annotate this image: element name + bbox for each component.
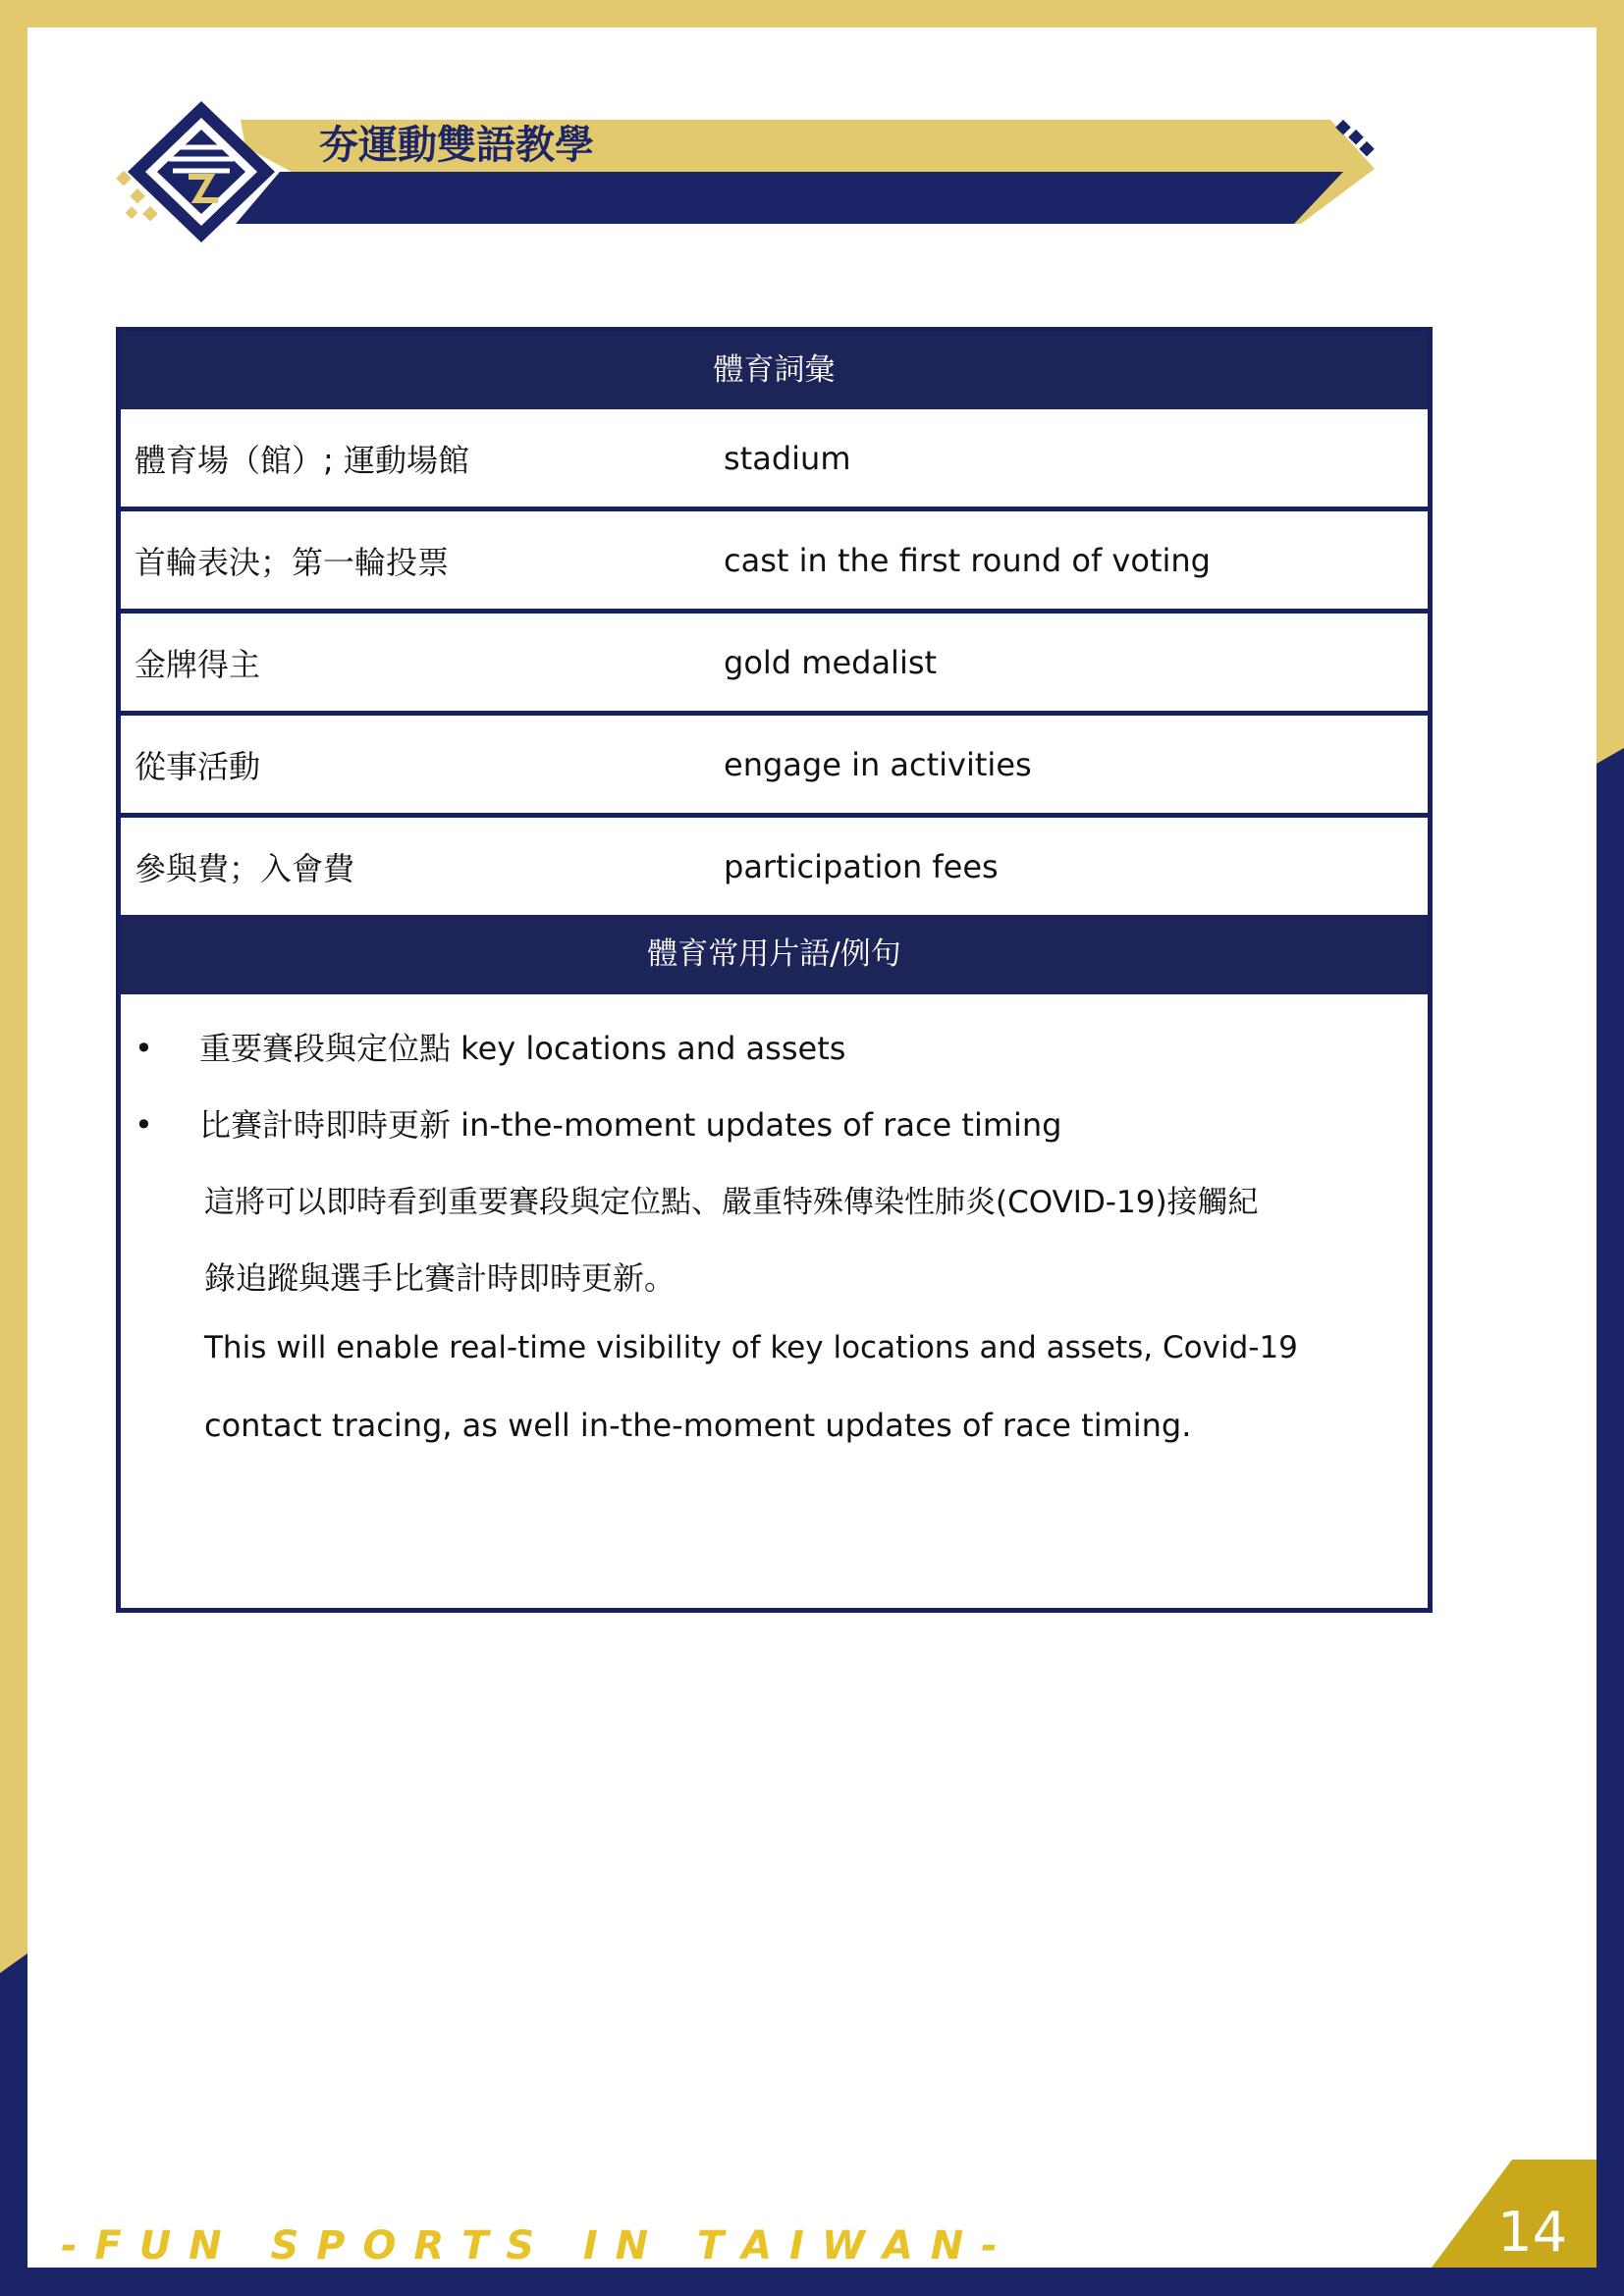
phrase-bullet bbox=[135, 1024, 845, 1069]
vocab-chinese: 首輪表決；第一輪投票 bbox=[135, 543, 450, 581]
vocab-chinese: 體育場（館）; 運動場館 bbox=[135, 441, 469, 479]
vocab-row bbox=[121, 511, 1428, 614]
example-paragraph-line: contact tracing, as well in-the-moment updates of race timing. bbox=[204, 1407, 1192, 1444]
phrase-bullet bbox=[135, 1100, 1062, 1146]
vocab-row bbox=[121, 409, 1428, 511]
vocab-row bbox=[121, 716, 1428, 818]
vocabulary-table bbox=[116, 327, 1433, 1613]
vocab-english: engage in activities bbox=[724, 745, 1032, 783]
right-navy-edge bbox=[1597, 748, 1624, 2296]
vocab-chinese: 參與費；入會費 bbox=[135, 849, 355, 887]
bullet-text: 重要賽段與定位點 key locations and assets bbox=[199, 1030, 846, 1067]
header-title: 夯運動雙語教學 bbox=[319, 123, 594, 168]
bullet-marker: • bbox=[135, 1106, 153, 1144]
example-paragraph-line: This will enable real-time visibility of key locations and assets, Covid-19 bbox=[204, 1330, 1298, 1365]
vocabulary-heading: 體育詞彙 bbox=[121, 332, 1428, 409]
page-number: 14 bbox=[1497, 2201, 1568, 2265]
bullet-text: 比賽計時即時更新 in-the-moment updates of race timing bbox=[199, 1106, 1062, 1144]
vocab-english: participation fees bbox=[724, 847, 999, 885]
vocab-chinese: 從事活動 bbox=[135, 747, 261, 785]
footer-tagline: - F U N S P O R T S I N T A I W A N - bbox=[61, 2223, 1000, 2269]
vocab-english: gold medalist bbox=[724, 643, 938, 681]
phrases-heading: 體育常用片語/例句 bbox=[121, 915, 1428, 994]
example-paragraph-line: 這將可以即時看到重要賽段與定位點、嚴重特殊傳染性肺炎(COVID-19)接觸紀 bbox=[204, 1185, 1259, 1220]
vocab-english: stadium bbox=[724, 439, 851, 477]
vocab-chinese: 金牌得主 bbox=[135, 645, 261, 683]
vocab-english: cast in the first round of voting bbox=[724, 541, 1211, 579]
bullet-marker: • bbox=[135, 1030, 153, 1067]
example-paragraph-line: 錄追蹤與選手比賽計時即時更新。 bbox=[204, 1259, 677, 1297]
left-navy-edge bbox=[0, 1953, 27, 2296]
vocab-row bbox=[121, 614, 1428, 716]
header-banner-navy bbox=[236, 172, 1343, 224]
vocab-row bbox=[121, 818, 1428, 915]
